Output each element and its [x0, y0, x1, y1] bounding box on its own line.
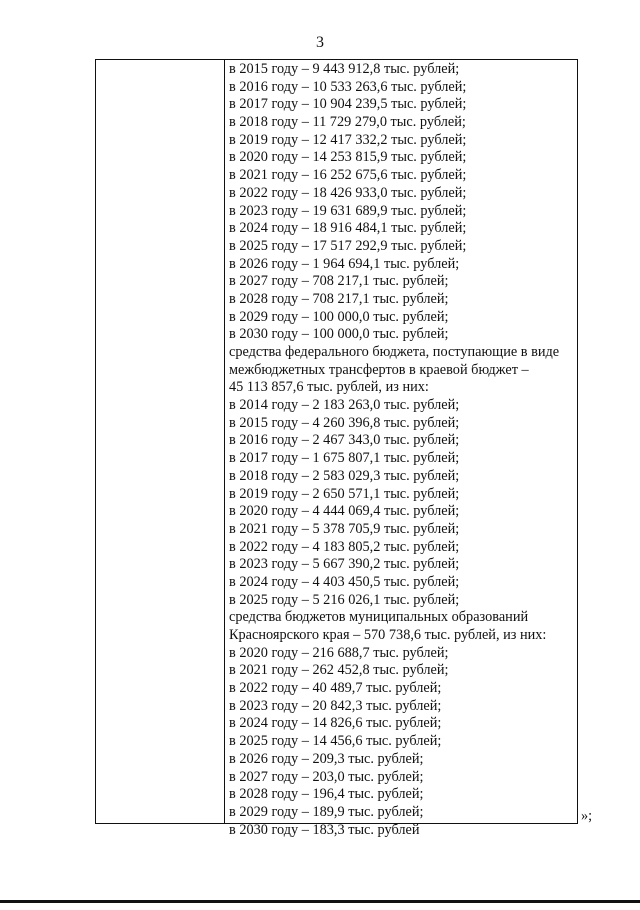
funding-line: средства бюджетов муниципальных образований — [229, 609, 529, 626]
funding-line: в 2024 году – 4 403 450,5 тыс. рублей; — [229, 573, 460, 590]
funding-line: в 2021 году – 5 378 705,9 тыс. рублей; — [229, 520, 460, 537]
funding-line: Красноярского края – 570 738,6 тыс. рублей, из них: — [229, 627, 547, 643]
funding-line: в 2016 году – 10 533 263,6 тыс. рублей; — [229, 78, 467, 95]
funding-lines — [229, 61, 575, 839]
funding-line: в 2015 году – 4 260 396,8 тыс. рублей; — [229, 414, 460, 431]
funding-line: в 2023 году – 19 631 689,9 тыс. рублей; — [229, 202, 467, 219]
funding-line: в 2018 году – 2 583 029,3 тыс. рублей; — [229, 467, 460, 484]
funding-line: в 2028 году – 708 217,1 тыс. рублей; — [229, 290, 449, 307]
funding-line: в 2027 году – 203,0 тыс. рублей; — [229, 768, 424, 785]
funding-line: в 2026 году – 1 964 694,1 тыс. рублей; — [229, 255, 460, 272]
funding-table — [95, 59, 578, 838]
funding-line: межбюджетных трансфертов в краевой бюджет – — [229, 361, 529, 378]
funding-line: в 2029 году – 100 000,0 тыс. рублей; — [229, 308, 449, 325]
funding-line: в 2025 году – 14 456,6 тыс. рублей; — [229, 733, 442, 750]
funding-line: в 2017 году – 1 675 807,1 тыс. рублей; — [229, 450, 460, 467]
funding-line: в 2015 году – 9 443 912,8 тыс. рублей; — [229, 61, 460, 77]
funding-line: в 2028 году – 196,4 тыс. рублей; — [229, 786, 424, 803]
funding-line: в 2024 году – 14 826,6 тыс. рублей; — [229, 715, 442, 732]
funding-line: в 2014 году – 2 183 263,0 тыс. рублей; — [229, 397, 460, 414]
funding-line: в 2020 году – 216 688,7 тыс. рублей; — [229, 644, 449, 661]
funding-line: в 2025 году – 5 216 026,1 тыс. рублей; — [229, 591, 460, 608]
funding-line: в 2022 году – 40 489,7 тыс. рублей; — [229, 680, 442, 697]
funding-line: в 2020 году – 14 253 815,9 тыс. рублей; — [229, 149, 467, 166]
funding-line: в 2018 году – 11 729 279,0 тыс. рублей; — [229, 114, 466, 131]
funding-line: средства федерального бюджета, поступающие в виде — [229, 344, 560, 360]
funding-line: в 2021 году – 16 252 675,6 тыс. рублей; — [229, 167, 467, 184]
funding-line: в 2026 году – 209,3 тыс. рублей; — [229, 750, 424, 767]
funding-line: в 2021 году – 262 452,8 тыс. рублей; — [229, 662, 449, 679]
funding-line: в 2029 году – 189,9 тыс. рублей; — [229, 803, 424, 820]
funding-line: в 2025 году – 17 517 292,9 тыс. рублей; — [229, 237, 467, 254]
funding-line: в 2022 году – 18 426 933,0 тыс. рублей; — [229, 184, 467, 201]
funding-line: в 2020 году – 4 444 069,4 тыс. рублей; — [229, 503, 460, 520]
funding-line: в 2017 году – 10 904 239,5 тыс. рублей; — [229, 96, 467, 113]
closing-quote: »; — [581, 808, 593, 824]
funding-line: в 2024 году – 18 916 484,1 тыс. рублей; — [229, 220, 467, 237]
funding-line: в 2016 году – 2 467 343,0 тыс. рублей; — [229, 432, 460, 449]
funding-line: в 2030 году – 183,3 тыс. рублей — [229, 821, 420, 838]
funding-line: в 2022 году – 4 183 805,2 тыс. рублей; — [229, 538, 460, 555]
page-number: 3 — [316, 34, 324, 51]
funding-line: в 2019 году – 2 650 571,1 тыс. рублей; — [229, 485, 460, 502]
bottom-rule — [0, 900, 640, 903]
column-divider — [224, 60, 225, 823]
funding-line: в 2030 году – 100 000,0 тыс. рублей; — [229, 326, 449, 343]
funding-line: в 2023 году – 20 842,3 тыс. рублей; — [229, 697, 442, 714]
funding-line: в 2019 году – 12 417 332,2 тыс. рублей; — [229, 131, 467, 148]
funding-line: 45 113 857,6 тыс. рублей, из них: — [229, 379, 429, 396]
funding-line: в 2023 году – 5 667 390,2 тыс. рублей; — [229, 556, 460, 573]
funding-line: в 2027 году – 708 217,1 тыс. рублей; — [229, 273, 449, 290]
